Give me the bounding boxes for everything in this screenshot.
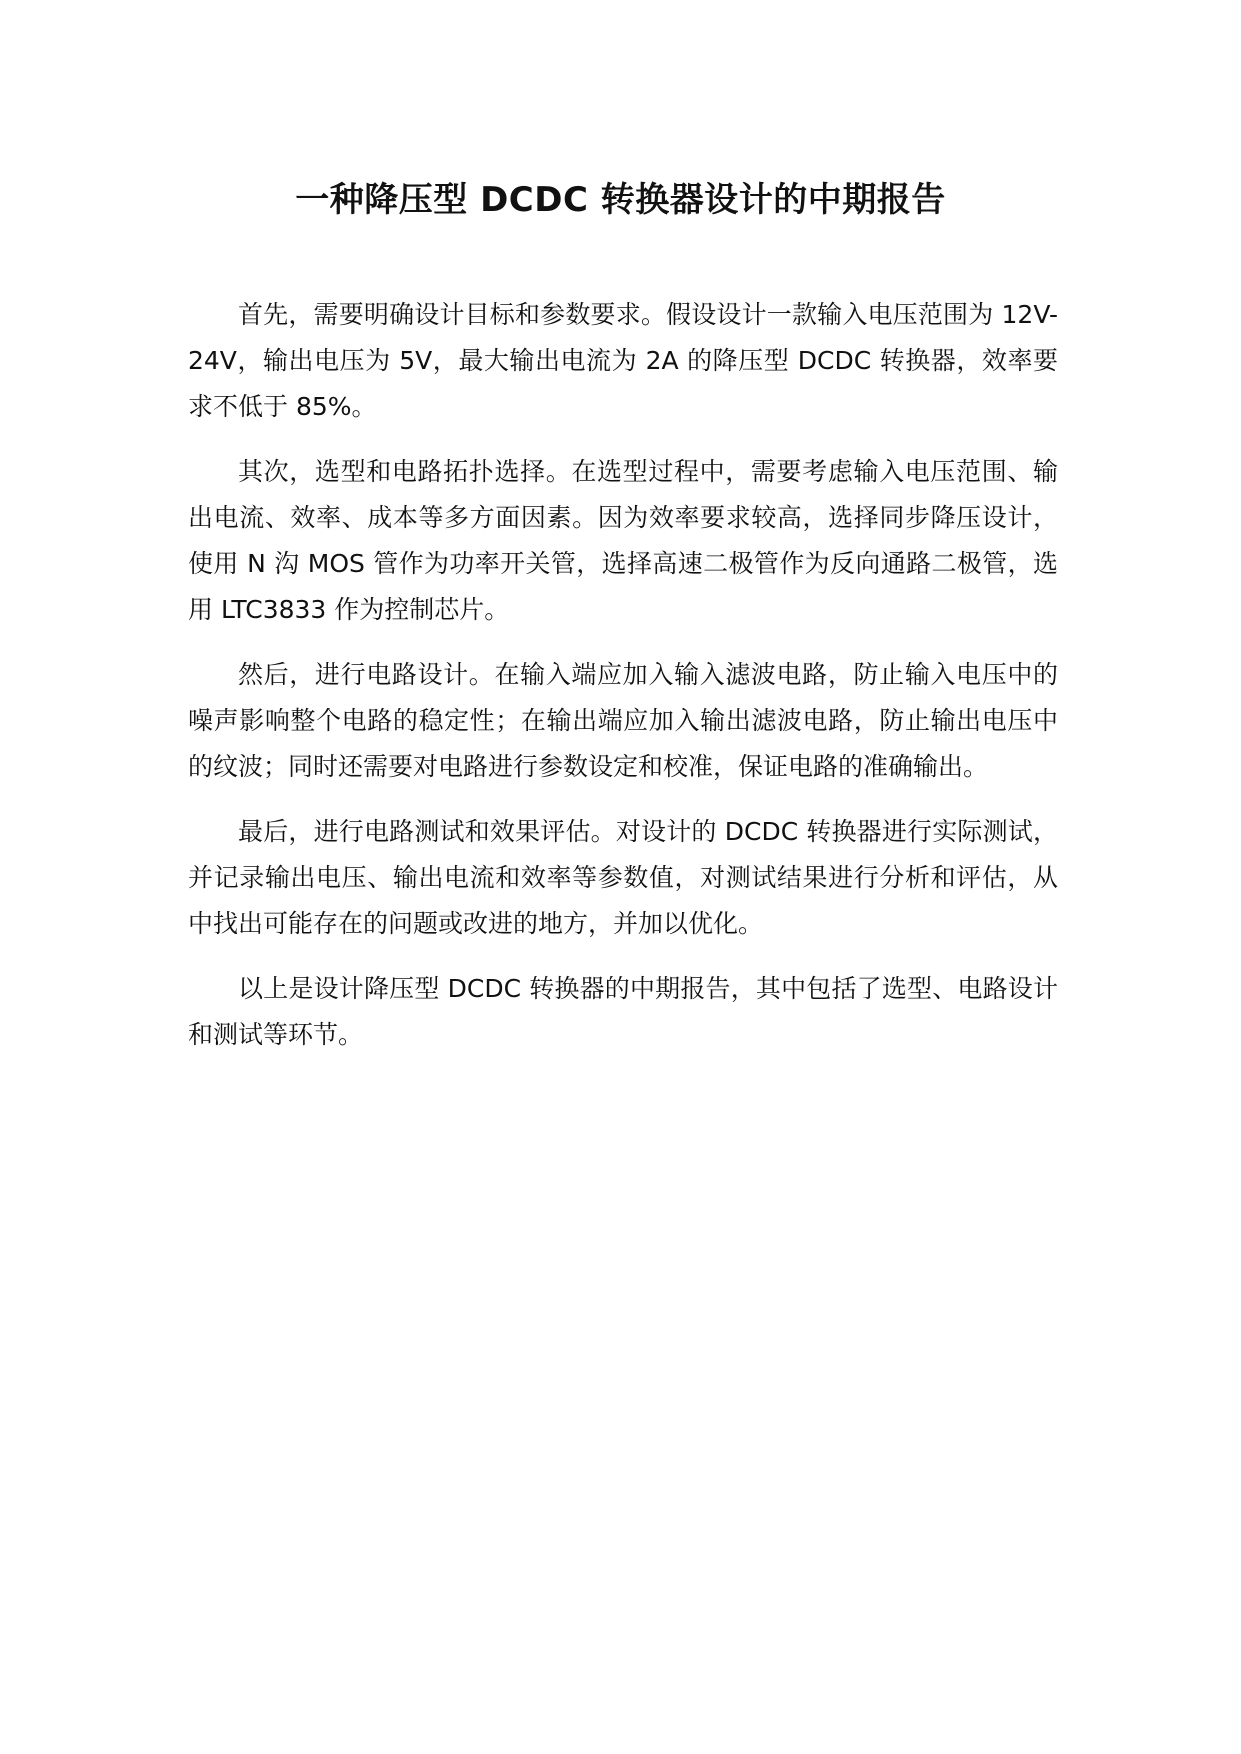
paragraph-topology: 其次，选型和电路拓扑选择。在选型过程中，需要考虑输入电压范围、输出电流、效率、成本等多方面因素。因为效率要求较高，选择同步降压设计，使用 N 沟 MOS 管作为功率开关管，选择高速二极管作为反向通路二极管，选用 LTC3833 作为控制芯片。 (188, 457, 1058, 624)
document-title: 一种降压型 DCDC 转换器设计的中期报告 (295, 180, 946, 220)
paragraph-summary: 以上是设计降压型 DCDC 转换器的中期报告，其中包括了选型、电路设计和测试等环节。 (188, 974, 1058, 1049)
document-body (188, 292, 1058, 1077)
paragraph-circuit-design: 然后，进行电路设计。在输入端应加入输入滤波电路，防止输入电压中的噪声影响整个电路的稳定性；在输出端应加入输出滤波电路，防止输出电压中的纹波；同时还需要对电路进行参数设定和校准，保证电路的准确输出。 (188, 660, 1058, 781)
paragraph-goals: 首先，需要明确设计目标和参数要求。假设设计一款输入电压范围为 12V-24V，输出电压为 5V，最大输出电流为 2A 的降压型 DCDC 转换器，效率要求不低于 85%。 (188, 300, 1058, 421)
paragraph-testing: 最后，进行电路测试和效果评估。对设计的 DCDC 转换器进行实际测试，并记录输出电压、输出电流和效率等参数值，对测试结果进行分析和评估，从中找出可能存在的问题或改进的地方，并加以优化。 (188, 817, 1058, 938)
